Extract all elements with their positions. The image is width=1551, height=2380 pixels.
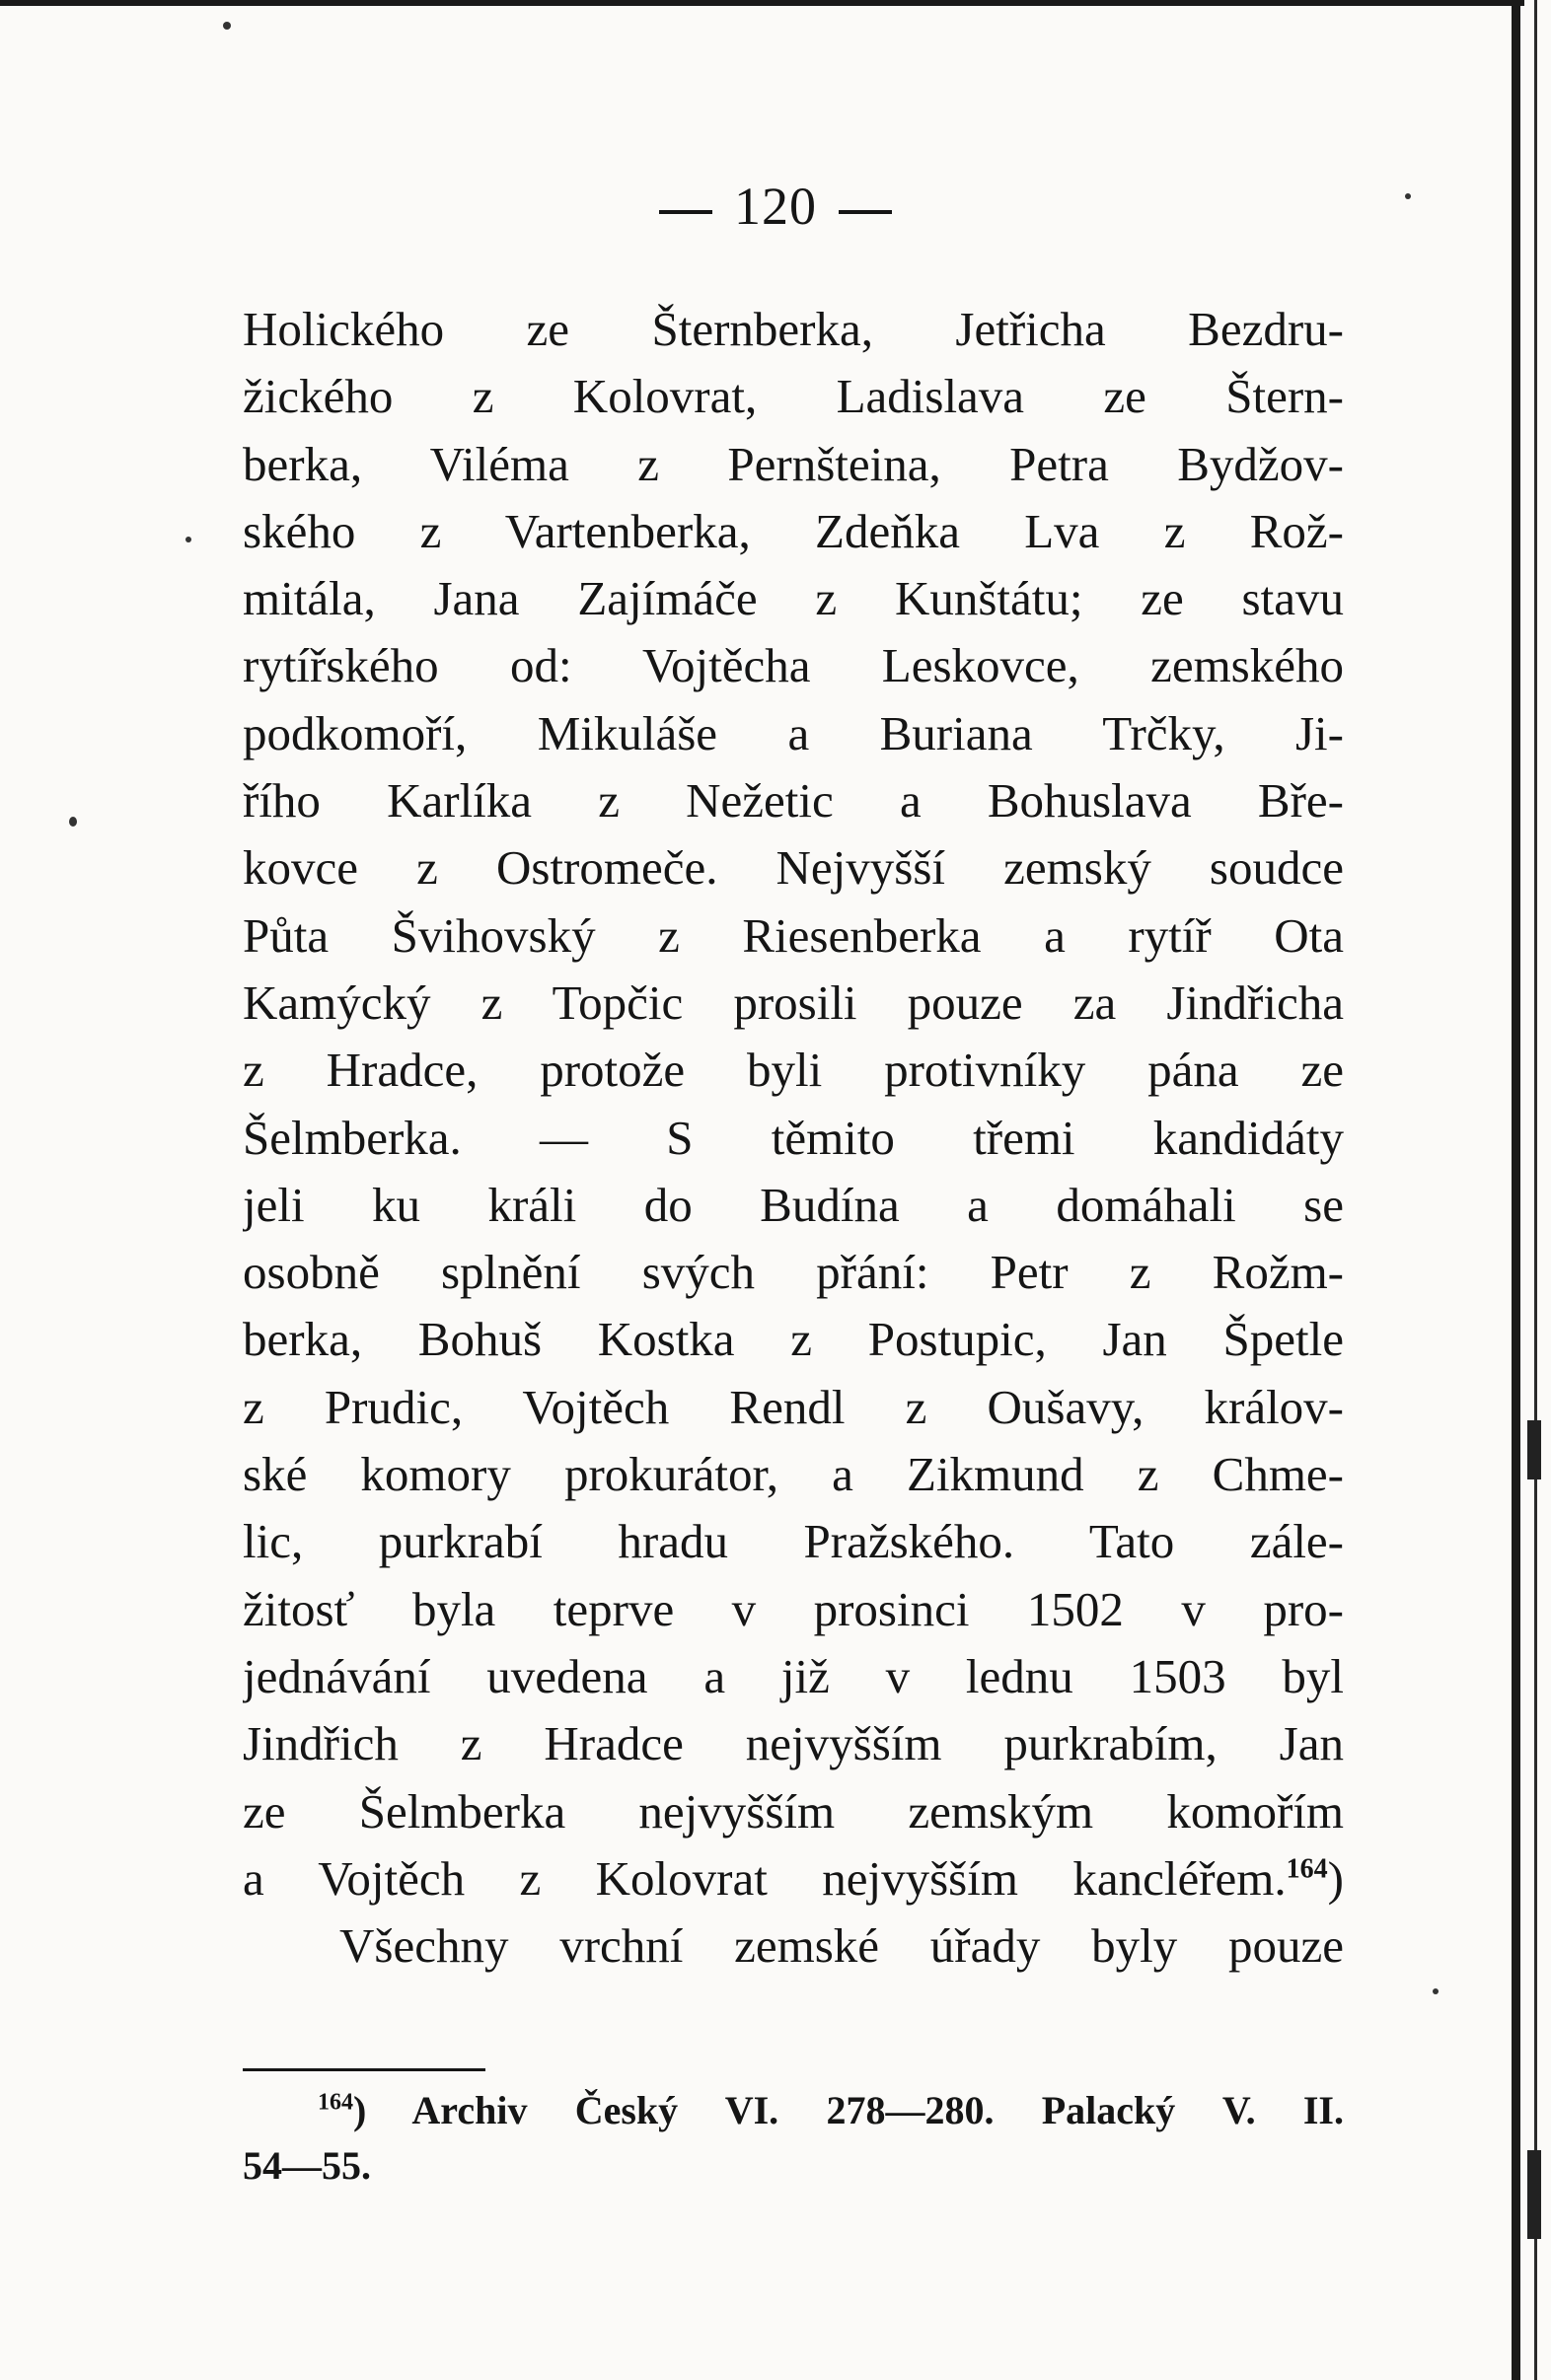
scan-border-right-inner [1534,0,1537,2380]
page-number-dash [839,210,892,214]
footnote-rule [243,2068,485,2071]
text-line: žického z Kolovrat, Ladislava ze Štern- [243,369,1344,424]
text-line: lic, purkrabí hradu Pražského. Tato zále- [243,1514,1344,1569]
footnote-marker: 164 [318,2089,353,2116]
text-line: řího Karlíka z Nežetic a Bohuslava Bře- [243,773,1344,829]
footnote-line [243,2083,1344,2138]
scan-speck [185,537,191,542]
page-number-dash [659,210,712,214]
text-line: Holického ze Šternberka, Jetřicha Bezdru- [243,302,1344,356]
page-number [0,176,1551,237]
text-line: jednávání uvedena a již v lednu 1503 byl [243,1648,1344,1703]
text-line: podkomoří, Mikuláše a Buriana Trčky, Ji- [243,705,1344,760]
footnote [243,2083,1344,2194]
page-number-value: 120 [734,177,817,236]
scan-border-top [0,0,1524,6]
footnote-marker-group [318,2088,366,2132]
text-line: osobně splnění svých přání: Petr z Rožm- [243,1245,1344,1300]
scan-speck [223,22,231,30]
footnote-reference: 164 [1286,1853,1328,1885]
text-line: berka, Bohuš Kostka z Postupic, Jan Špetle [243,1312,1344,1367]
text-line: Šelmberka. — S těmito třemi kandidáty [243,1110,1344,1165]
text-line: berka, Viléma z Pernšteina, Petra Bydžov- [243,436,1344,491]
text-line: kovce z Ostromeče. Nejvyšší zemský soudce [243,840,1344,896]
footnote-reference-paren: ) [1327,1850,1344,1906]
text-line: ského z Vartenberka, Zdeňka Lva z Rož- [243,503,1344,558]
text-line: Půta Švihovský z Riesenberka a rytíř Ota [243,907,1344,963]
text-line: Jindřich z Hradce nejvyšším purkrabím, Jan [243,1716,1344,1771]
scan-speck [69,817,77,827]
footnote-line: 54—55. [243,2143,371,2188]
text-line: ské komory prokurátor, a Zikmund z Chme- [243,1447,1344,1502]
edge-mark [1527,1420,1541,1479]
text-line: jeli ku králi do Budína a domáhali se [243,1177,1344,1232]
text-line: ze Šelmberka nejvyšším zemským komořím [243,1783,1344,1839]
text-line: žitosť byla teprve v prosinci 1502 v pro- [243,1581,1344,1636]
text-line: z Prudic, Vojtěch Rendl z Oušavy, králov- [243,1379,1344,1434]
text-line-with-footnote-ref [243,1845,1344,1912]
text-line: Kamýcký z Topčic prosili pouze za Jindřicha [243,974,1344,1030]
footnote-text: Archiv Český VI. 278—280. Palacký V. II. [411,2088,1344,2132]
text-line-content: a Vojtěch z Kolovrat nejvyšším kancléřem. [243,1850,1287,1906]
text-line: rytířského od: Vojtěcha Leskovce, zemského [243,638,1344,693]
edge-mark [1527,2150,1541,2239]
text-line: z Hradce, protože byli protivníky pána ze [243,1043,1344,1098]
footnote-marker-paren: ) [353,2088,367,2132]
paragraph-first-line: Všechny vrchní zemské úřady byly pouze [339,1918,1344,1974]
scan-border-right [1512,0,1520,2380]
body-text [243,296,1344,1980]
scan-speck [1433,1988,1439,1994]
text-line: mitála, Jana Zajímáče z Kunštátu; ze stavu [243,571,1344,626]
